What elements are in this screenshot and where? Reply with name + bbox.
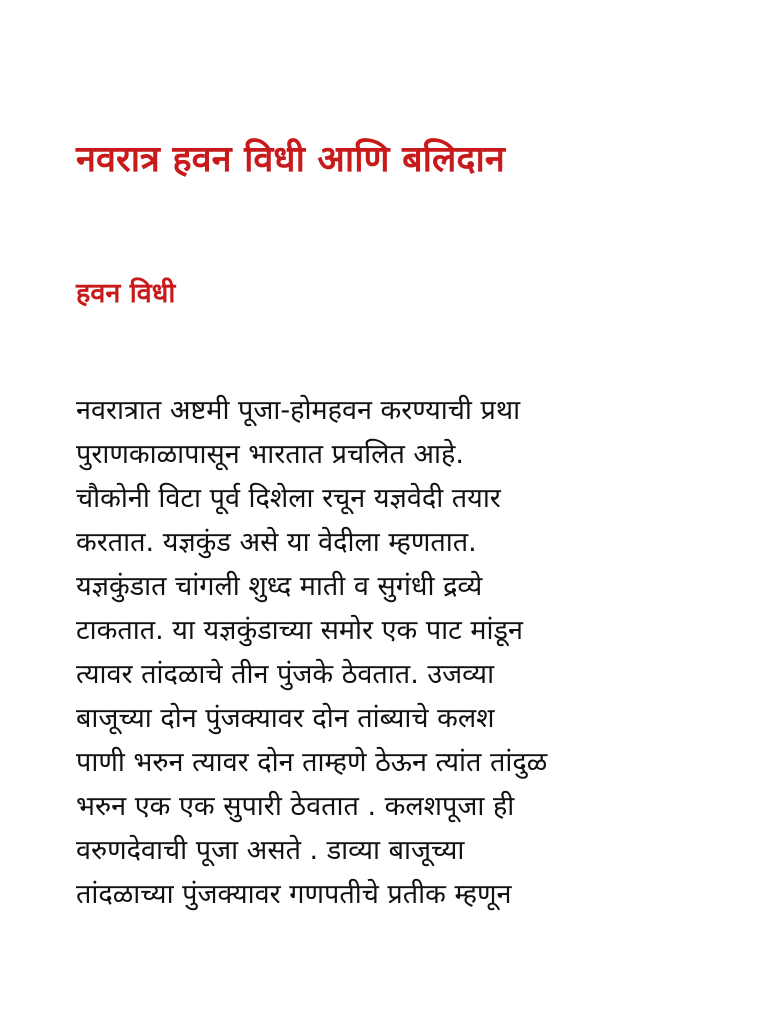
- paragraph-line: नवरात्रात अष्टमी पूजा-होमहवन करण्याची प्रथा: [76, 395, 521, 426]
- page-title: नवरात्र हवन विधी आणि बलिदान: [76, 139, 505, 180]
- paragraph-line: पाणी भरुन त्यावर दोन ताम्हणे ठेऊन त्यांत तांदुळ: [76, 747, 548, 778]
- paragraph-line: बाजूच्या दोन पुंजक्यावर दोन तांब्याचे कलश: [76, 703, 495, 734]
- paragraph-line: त्यावर तांदळाचे तीन पुंजके ठेवतात. उजव्या: [76, 659, 495, 690]
- paragraph-line: भरुन एक एक सुपारी ठेवतात . कलशपूजा ही: [76, 791, 515, 822]
- paragraph-line: वरुणदेवाची पूजा असते . डाव्या बाजूच्या: [76, 835, 465, 866]
- paragraph-line: तांदळाच्या पुंजक्यावर गणपतीचे प्रतीक म्हणून: [76, 879, 512, 910]
- paragraph-line: टाकतात. या यज्ञकुंडाच्या समोर एक पाट मांडून: [76, 615, 523, 646]
- paragraph-line: यज्ञकुंडात चांगली शुध्द माती व सुगंधी द्रव्ये: [76, 571, 483, 602]
- paragraph-line: चौकोनी विटा पूर्व दिशेला रचून यज्ञवेदी तयार: [76, 483, 501, 514]
- paragraph-line: पुराणकाळापासून भारतात प्रचलित आहे.: [76, 439, 464, 470]
- section-heading: हवन विधी: [76, 278, 176, 309]
- paragraph-line: करतात. यज्ञकुंड असे या वेदीला म्हणतात.: [76, 527, 477, 558]
- body-paragraph: [76, 389, 716, 917]
